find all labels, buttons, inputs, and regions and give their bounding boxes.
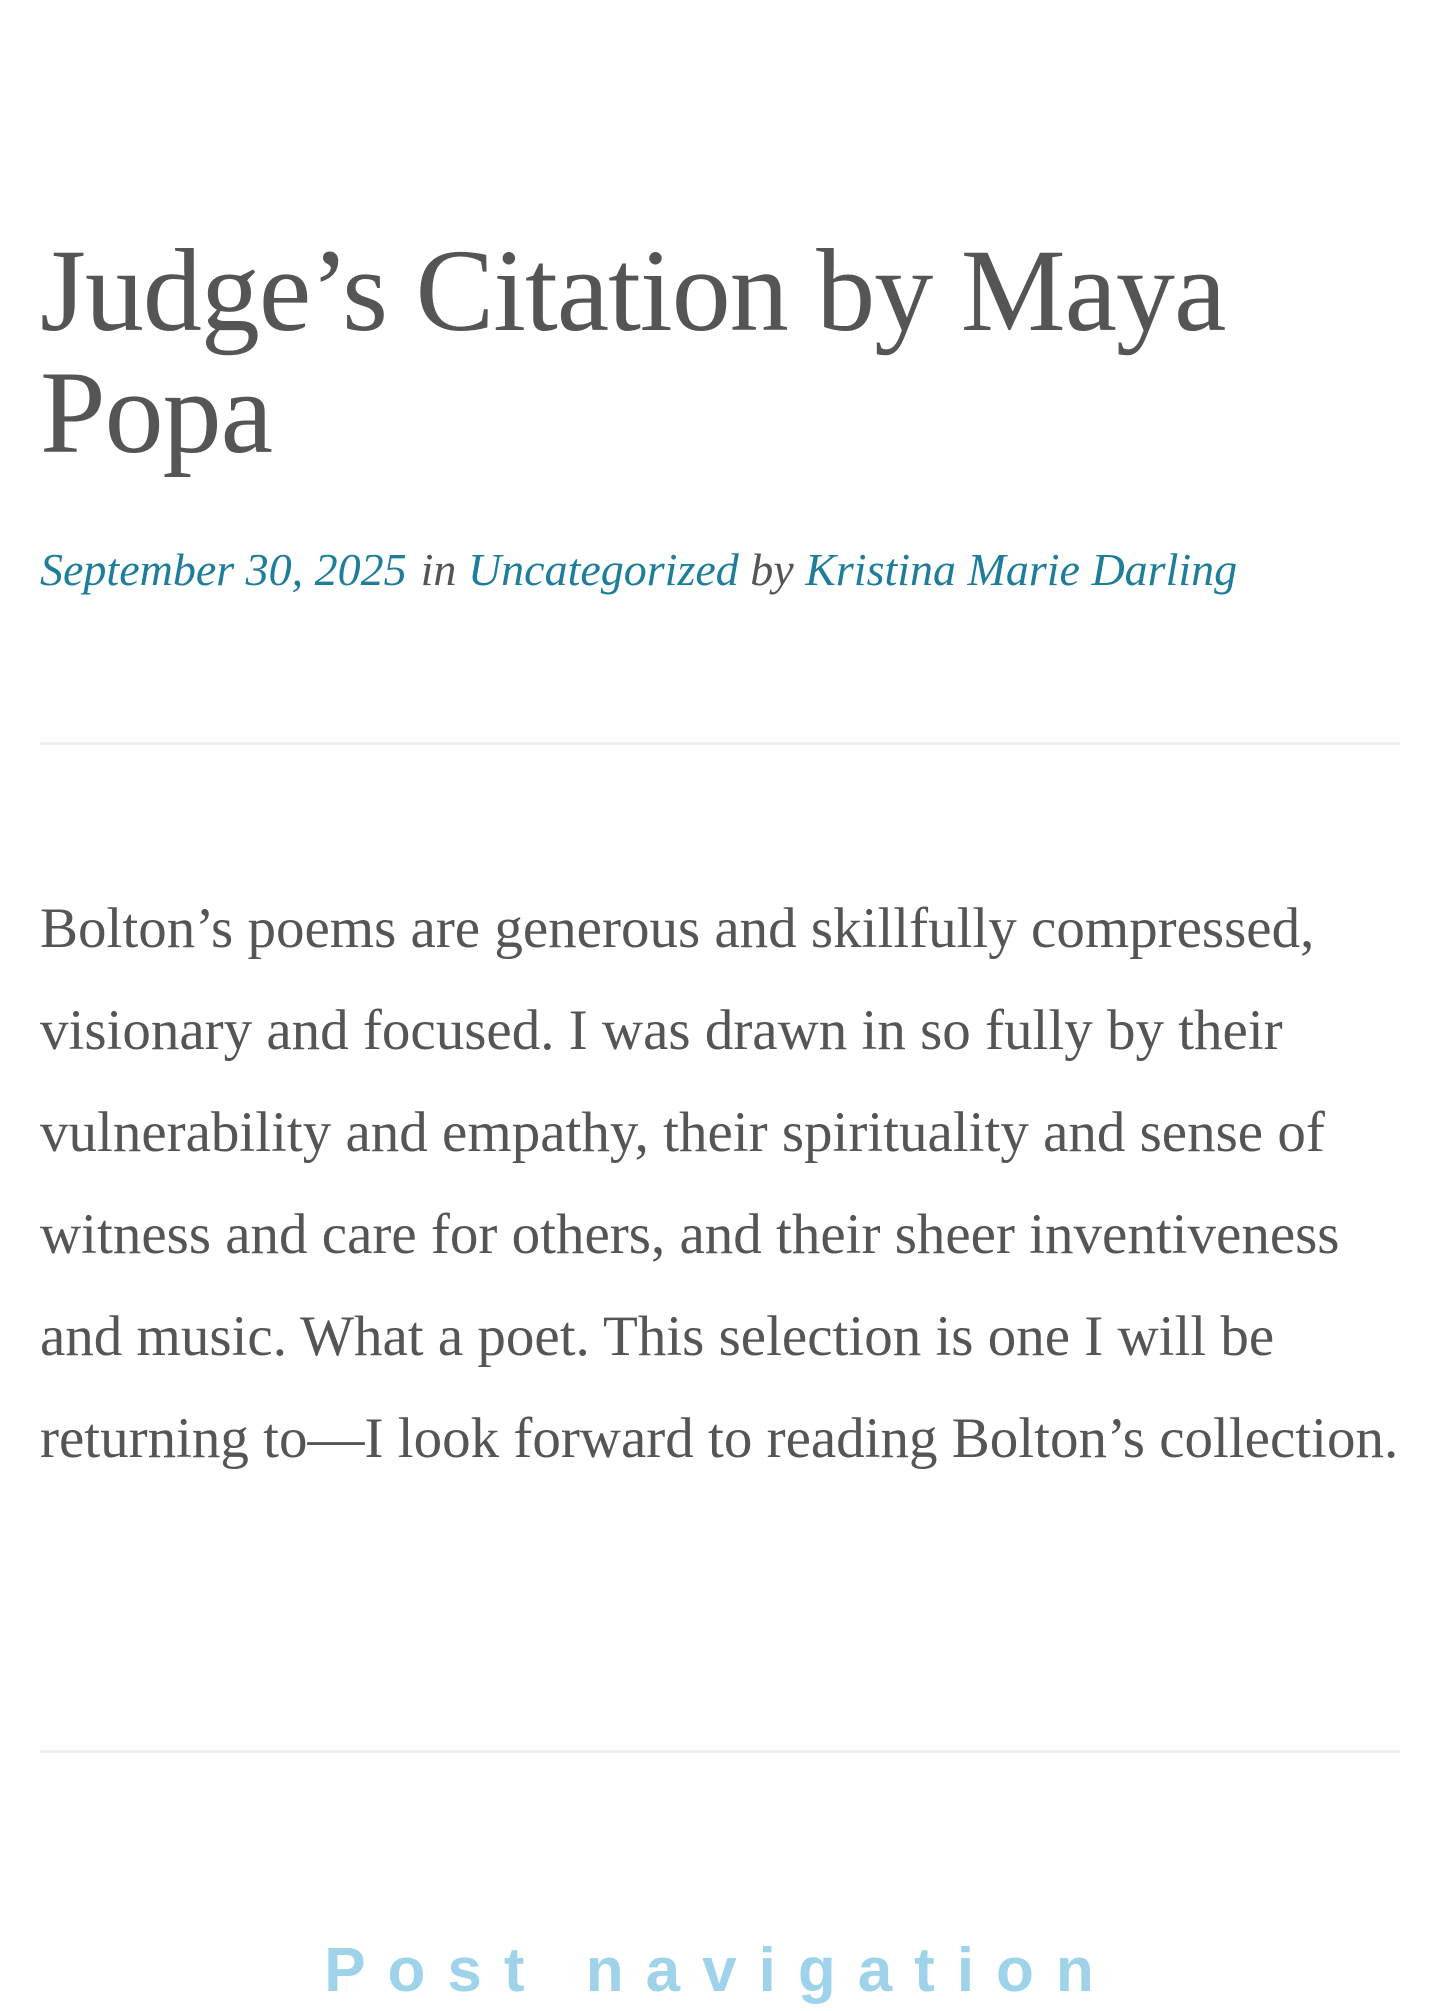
post-navigation-heading: Post navigation <box>324 1936 1116 2006</box>
category-link[interactable]: Uncategorized <box>467 544 739 595</box>
meta-in-label: in <box>420 544 457 595</box>
post-date-link[interactable]: September 30, 2025 <box>40 544 407 595</box>
meta-by-label: by <box>750 544 794 595</box>
header-divider <box>40 742 1400 745</box>
entry-meta <box>40 540 1237 600</box>
author-link[interactable]: Kristina Marie Darling <box>805 544 1238 595</box>
post-title: Judge’s Citation by Maya Popa <box>40 225 1226 478</box>
post-body: Bolton’s poems are generous and skillfully compressed, visionary and focused. I was drawn in so fully by their vulnerability and empathy, their spirituality and sense of witness and care for others, and their sheer inventiveness and music. What a poet. This selection is one I will be returning to—I look forward to reading Bolton’s collection. <box>40 897 1399 1470</box>
footer-divider <box>40 1750 1400 1753</box>
